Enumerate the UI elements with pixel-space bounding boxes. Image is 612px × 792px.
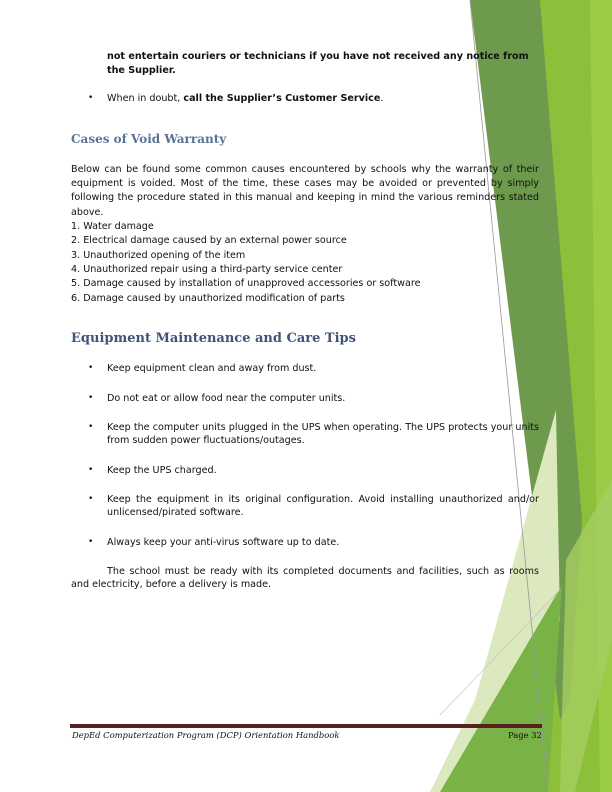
list-item: 3. Unauthorized opening of the item — [71, 249, 246, 261]
list-item: 6. Damage caused by unauthorized modification of parts — [71, 292, 345, 304]
bullet-icon: • — [88, 465, 94, 475]
void-warranty-section — [71, 163, 539, 306]
doubt-bold: call the Supplier’s Customer Service — [183, 93, 381, 104]
bullet-icon: • — [88, 393, 94, 403]
bullet-icon: • — [88, 494, 94, 504]
footer-rule — [70, 724, 542, 728]
list-item: Keep the UPS charged. — [107, 465, 217, 476]
continuation-text — [107, 50, 547, 78]
bullet-icon: • — [88, 93, 94, 103]
doubt-bullet — [107, 92, 383, 106]
footer-title: DepEd Computerization Program (DCP) Orientation Handbook — [72, 730, 340, 740]
void-intro: Below can be found some common causes encountered by schools why the warranty of their equipment is voided. Most of the time, these cases may be avoided or prevented by simply following the procedure stated in this manual and keeping in mind the various reminders stated above. — [71, 164, 539, 218]
closing-paragraph: The school must be ready with its completed documents and facilities, such as rooms and electricity, before a delivery is made. — [71, 566, 539, 590]
bold-notice: not entertain couriers or technicians if you have not received any notice from the Supplier. — [107, 51, 529, 77]
doubt-prefix: When in doubt, — [107, 93, 184, 104]
list-item: Always keep your anti-virus software up to date. — [107, 537, 340, 548]
bullet-icon: • — [88, 537, 94, 547]
list-item: Keep the computer units plugged in the UPS when operating. The UPS protects your units from sudden power fluctuations/outages. — [107, 422, 539, 446]
list-item: Keep equipment clean and away from dust. — [107, 363, 317, 374]
bullet-icon: • — [88, 422, 94, 432]
list-item: Keep the equipment in its original configuration. Avoid installing unauthorized and/or unlicensed/pirated software. — [107, 494, 539, 518]
heading-void-warranty: Cases of Void Warranty — [71, 132, 227, 146]
heading-maintenance: Equipment Maintenance and Care Tips — [71, 331, 356, 346]
bullet-icon: • — [88, 363, 94, 373]
list-item: 5. Damage caused by installation of unapproved accessories or software — [71, 278, 421, 290]
void-cause-list — [71, 220, 539, 306]
list-item: 1. Water damage — [71, 220, 154, 232]
list-item: Do not eat or allow food near the computer units. — [107, 393, 346, 404]
doubt-suffix: . — [380, 93, 384, 104]
list-item: 4. Unauthorized repair using a third-party service center — [71, 264, 343, 276]
page-number: Page 32 — [508, 730, 542, 740]
list-item: 2. Electrical damage caused by an external power source — [71, 235, 347, 247]
